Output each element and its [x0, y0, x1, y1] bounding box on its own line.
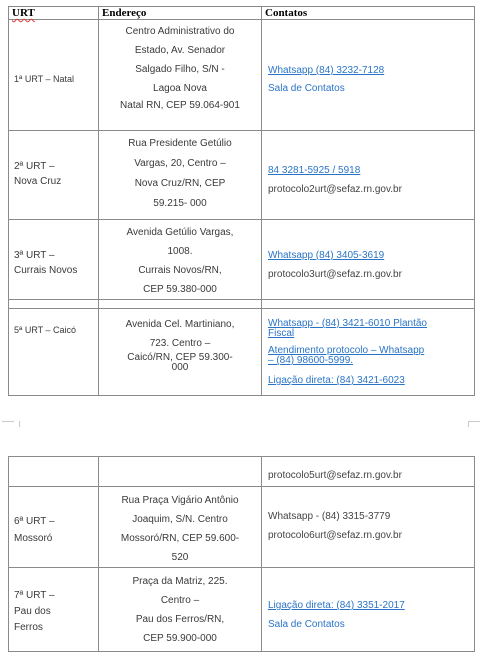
contacts [262, 568, 475, 652]
ligacao-direta-link[interactable]: Ligação direta: (84) 3351-2017 [268, 600, 405, 611]
contacts [262, 220, 475, 300]
ligacao-direta-link[interactable]: Ligação direta: (84) 3421-6023 [268, 375, 405, 386]
table-row [9, 487, 475, 568]
table-row [9, 131, 475, 220]
whatsapp-plantao-link-cont[interactable]: Fiscal [268, 328, 295, 339]
table-row [9, 457, 475, 487]
urt-name: 6ª URT – Mossoró [9, 487, 99, 568]
urt-name: 2ª URT – Nova Cruz [9, 131, 99, 220]
phone-link[interactable]: 84 3281-5925 / 5918 [268, 165, 361, 176]
email-text: protocolo5urt@sefaz.rn.gov.br [268, 470, 402, 481]
address: Avenida Getúlio Vargas, 1008. Currais Novos/RN, CEP 59.380-000 [99, 220, 262, 300]
contacts [262, 20, 475, 131]
header-contatos: Contatos [262, 7, 475, 20]
contacts [262, 309, 475, 396]
email-text: protocolo2urt@sefaz.rn.gov.br [268, 184, 402, 195]
atendimento-protocolo-link-cont[interactable]: – (84) 98600-5999. [268, 355, 354, 366]
spacer-row [9, 300, 475, 309]
whatsapp-link[interactable]: Whatsapp (84) 3405-3619 [268, 250, 385, 261]
page-corner-mark [13, 421, 20, 427]
urt-name: 5ª URT – Caicó [9, 309, 99, 396]
whatsapp-plantao-link[interactable]: Whatsapp - (84) 3421-6010 Plantão [268, 318, 427, 329]
address: Rua Praça Vigário Antônio Joaquim, S/N. Centro Mossoró/RN, CEP 59.600- 520 [99, 487, 262, 568]
address: Praça da Matriz, 225. Centro – Pau dos Ferros/RN, CEP 59.900-000 [99, 568, 262, 652]
whatsapp-text: Whatsapp - (84) 3315-3779 [268, 511, 391, 522]
urt-table-page1 [8, 6, 475, 396]
sala-de-contatos-link[interactable]: Sala de Contatos [268, 619, 345, 630]
urt-name: 7ª URT – Pau dos Ferros [9, 568, 99, 652]
address: Centro Administrativo do Estado, Av. Senador Salgado Filho, S/N - Lagoa Nova Natal RN, CEP 59.064-901 [99, 20, 262, 131]
atendimento-protocolo-link[interactable]: Atendimento protocolo – Whatsapp [268, 345, 425, 356]
table-header-row [9, 7, 475, 20]
urt-name: 3ª URT – Currais Novos [9, 220, 99, 300]
table-row [9, 220, 475, 300]
urt-name: 1ª URT – Natal [9, 20, 99, 131]
address: Avenida Cel. Martiniano, 723. Centro – Caicó/RN, CEP 59.300- 000 [99, 309, 262, 396]
contacts [262, 131, 475, 220]
email-text: protocolo6urt@sefaz.rn.gov.br [268, 530, 402, 541]
contacts [262, 487, 475, 568]
email-text: protocolo3urt@sefaz.rn.gov.br [268, 269, 402, 280]
urt-table-page2 [8, 456, 475, 652]
table-row [9, 20, 475, 131]
table-row [9, 309, 475, 396]
table-row [9, 568, 475, 652]
address: Rua Presidente Getúlio Vargas, 20, Centro – Nova Cruz/RN, CEP 59.215- 000 [99, 131, 262, 220]
sala-de-contatos-link[interactable]: Sala de Contatos [268, 83, 345, 94]
header-urt: URT [9, 7, 99, 20]
header-endereco: Endereço [99, 7, 262, 20]
page-corner-mark [468, 421, 480, 428]
contacts [262, 457, 475, 487]
whatsapp-link[interactable]: Whatsapp (84) 3232-7128 [268, 65, 385, 76]
